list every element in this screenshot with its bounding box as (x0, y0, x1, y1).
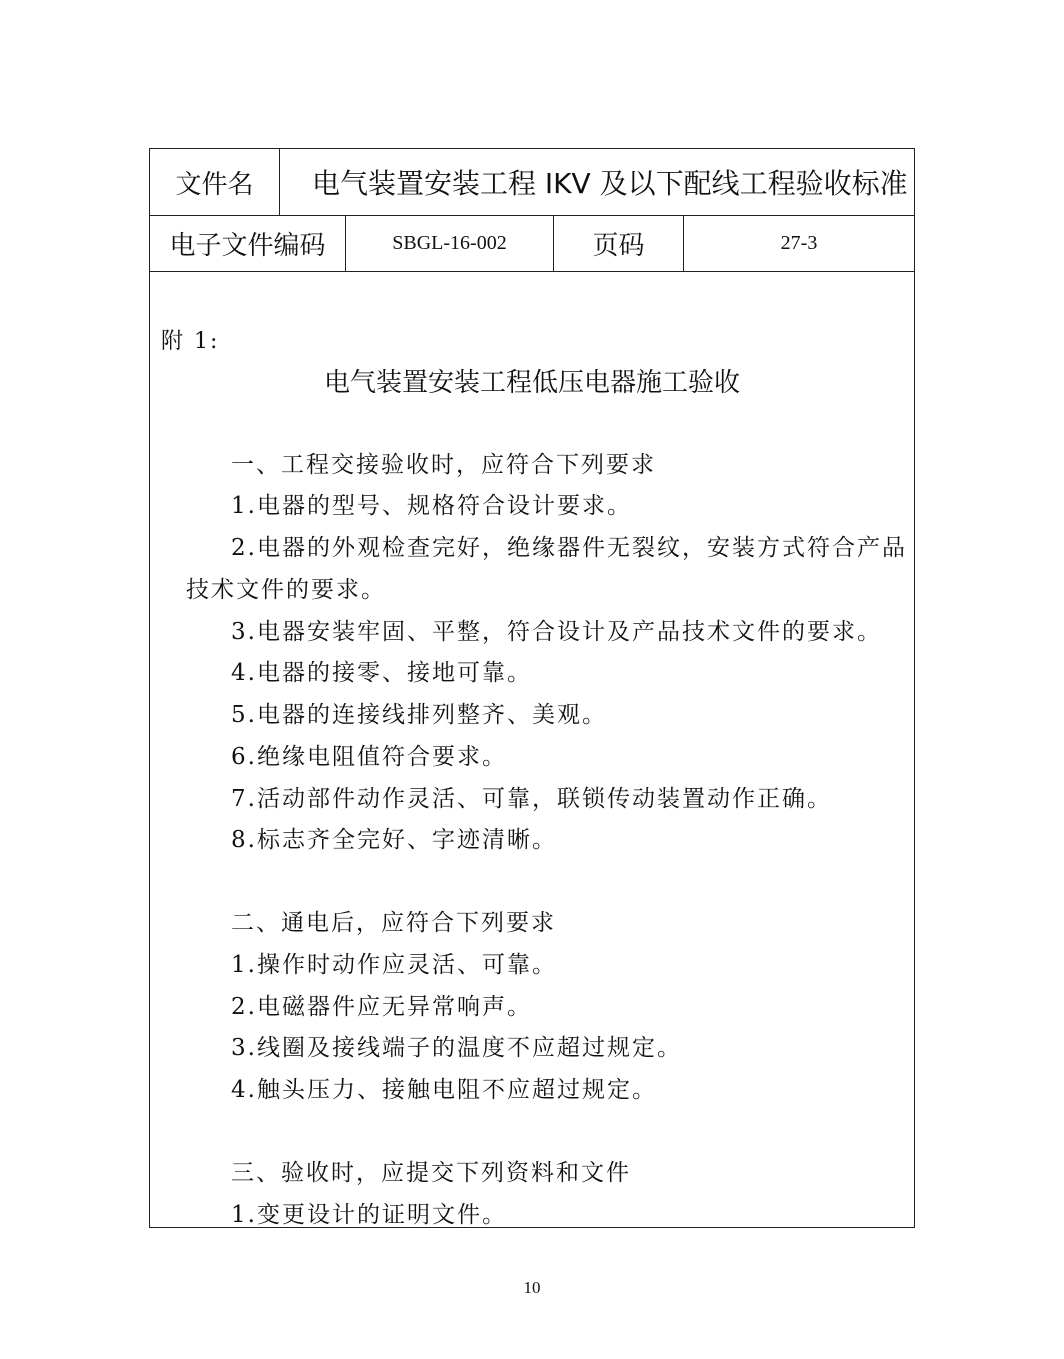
list-item: 二、通电后，应符合下列要求 (231, 910, 556, 936)
page-value: 27-3 (780, 232, 818, 254)
list-item: 8.标志齐全完好、字迹清晰。 (231, 827, 557, 853)
document-body (150, 272, 914, 1227)
e-code-label: 电子文件编码 (150, 216, 346, 271)
list-item: 3.电器安装牢固、平整，符合设计及产品技术文件的要求。 (231, 619, 882, 645)
list-item: 1.变更设计的证明文件。 (231, 1202, 507, 1228)
list-item: 1.电器的型号、规格符合设计要求。 (231, 493, 632, 519)
list-item: 1.操作时动作应灵活、可靠。 (231, 952, 557, 978)
file-name-value: 电气装置安装工程 IKV 及以下配线工程验收标准 (312, 167, 908, 200)
list-item: 5.电器的连接线排列整齐、美观。 (231, 702, 607, 728)
attachment-label: 附 1: (161, 329, 220, 354)
list-item: 3.线圈及接线端子的温度不应超过规定。 (231, 1035, 682, 1061)
list-item: 技术文件的要求。 (186, 577, 386, 603)
list-item: 4.电器的接零、接地可靠。 (231, 660, 532, 686)
list-item: 三、验收时，应提交下列资料和文件 (231, 1160, 631, 1186)
list-item: 4.触头压力、接触电阻不应超过规定。 (231, 1077, 657, 1103)
list-item: 2.电器的外观检查完好，绝缘器件无裂纹，安装方式符合产品 (231, 535, 907, 561)
page-label: 页码 (554, 216, 684, 271)
header-row-codes (150, 216, 914, 272)
list-item: 2.电磁器件应无异常响声。 (231, 994, 532, 1020)
file-name-label: 文件名 (150, 149, 280, 215)
e-code-value: SBGL-16-002 (346, 216, 554, 271)
list-item: 7.活动部件动作灵活、可靠，联锁传动装置动作正确。 (231, 786, 832, 812)
list-item: 6.绝缘电阻值符合要求。 (231, 744, 507, 770)
list-item: 一、工程交接验收时，应符合下列要求 (231, 452, 656, 478)
page-number: 10 (523, 1278, 541, 1297)
document-table (149, 148, 915, 1228)
header-row-file-name (150, 149, 914, 216)
section-subtitle: 电气装置安装工程低压电器施工验收 (323, 368, 740, 398)
